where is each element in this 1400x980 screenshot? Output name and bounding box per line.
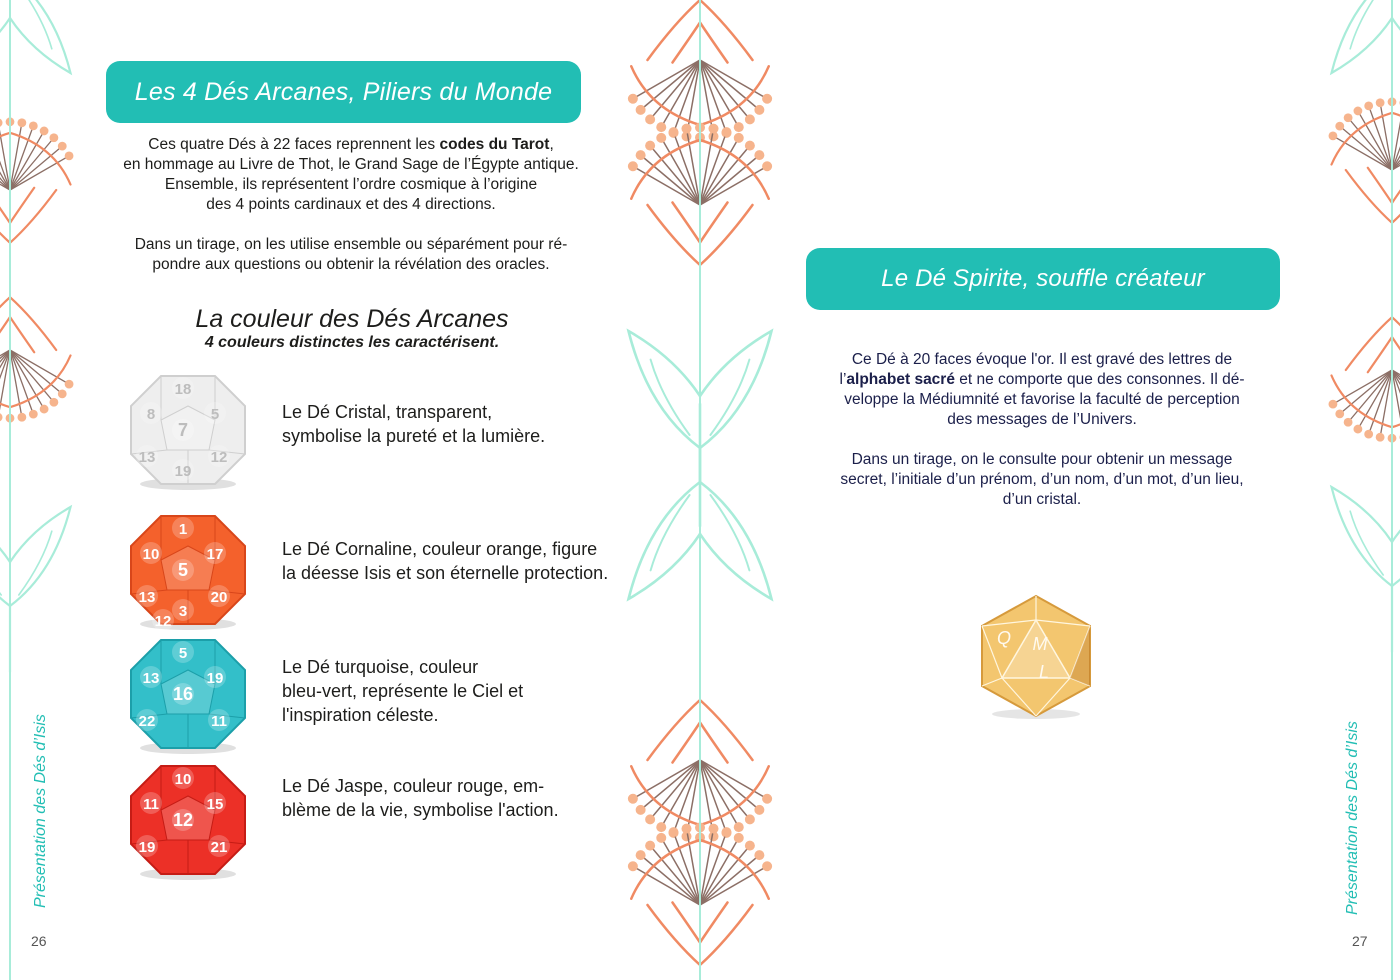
text-run: en hommage au Livre de Thot, le Grand Sage de l’Égypte antique. — [123, 156, 579, 173]
die-face-number: 5 — [210, 406, 220, 423]
die-description — [282, 774, 559, 822]
text-run: Ce Dé à 20 faces évoque l'or. Il est gravé des lettres de — [851, 351, 1233, 368]
text-run: des messages de l’Univers. — [947, 411, 1137, 428]
left-section-title: Les 4 Dés Arcanes, Piliers du Monde — [134, 77, 553, 106]
right-section-title: Le Dé Spirite, souffle créateur — [881, 265, 1205, 292]
die-face-number: 3 — [178, 603, 188, 620]
die-description-line: l'inspiration céleste. — [282, 705, 439, 725]
die-face-number: 18 — [174, 381, 192, 398]
paragraph-line — [812, 430, 1272, 450]
die-description-line: Le Dé turquoise, couleur — [282, 657, 479, 677]
dice-color-subheading — [130, 304, 574, 352]
text-run: l’ — [839, 371, 847, 388]
text-run: , — [549, 136, 554, 153]
arcane-die-image — [123, 368, 253, 493]
die-face-number: 5 — [178, 645, 188, 662]
die-face-number: 16 — [172, 684, 194, 704]
die-face-number: 20 — [210, 589, 228, 606]
text-run: Dans un tirage, on le consulte pour obtenir un message — [851, 451, 1233, 468]
paragraph-line — [96, 195, 606, 215]
die-description — [282, 655, 523, 727]
arcane-die-image — [123, 758, 253, 883]
paragraph-line — [96, 255, 606, 275]
left-section-title-banner — [106, 61, 581, 123]
right-page-number: 27 — [1352, 933, 1368, 949]
spirit-die-image — [966, 592, 1106, 722]
text-run: veloppe la Médiumnité et favorise la faculté de perception — [844, 391, 1240, 408]
arcane-die-image — [123, 508, 253, 633]
die-face-number: 8 — [146, 406, 156, 423]
text-run: secret, l’initiale d’un prénom, d’un nom, d’un mot, d’un lieu, — [840, 471, 1244, 488]
right-intro-paragraph — [812, 350, 1272, 510]
die-face-number: 19 — [206, 670, 224, 687]
die-description-line: la déesse Isis et son éternelle protection. — [282, 563, 609, 583]
die-face-number: 10 — [142, 546, 160, 563]
text-run: Ces quatre Dés à 22 faces reprennent les — [148, 136, 440, 153]
text-run: et ne comporte que des consonnes. Il dé- — [954, 371, 1245, 388]
text-run: des 4 points cardinaux et des 4 directions. — [206, 196, 496, 213]
die-face-number: 5 — [177, 560, 189, 580]
text-run: Dans un tirage, on les utilise ensemble ou séparément pour ré- — [134, 236, 568, 253]
paragraph-line — [812, 410, 1272, 430]
die-description-line: bleu-vert, représente le Ciel et — [282, 681, 524, 701]
die-face-number: 11 — [143, 796, 159, 813]
right-section-title-banner — [806, 248, 1280, 310]
subheading-title: La couleur des Dés Arcanes — [195, 305, 509, 333]
die-face-number: 13 — [138, 449, 156, 466]
die-description-line: Le Dé Jaspe, couleur rouge, em- — [282, 776, 545, 796]
die-face-number: 15 — [206, 796, 224, 813]
die-face-number: 13 — [142, 670, 160, 687]
die-description-line: symbolise la pureté et la lumière. — [282, 426, 546, 446]
die-face-number: 21 — [210, 839, 228, 856]
paragraph-line — [96, 215, 606, 235]
paragraph-line — [96, 135, 606, 155]
bold-term: codes du Tarot — [439, 136, 550, 153]
die-description-line: Le Dé Cristal, transparent, — [282, 402, 493, 422]
die-face-number: 13 — [138, 589, 156, 606]
die-face-number: 22 — [138, 713, 156, 730]
die-face-number: 17 — [206, 546, 224, 563]
arcane-die-image — [123, 632, 253, 757]
left-intro-paragraph — [96, 135, 606, 275]
die-face-number: 12 — [154, 613, 172, 630]
paragraph-line — [812, 490, 1272, 510]
text-run: d’un cristal. — [1002, 491, 1082, 508]
die-face-number: 12 — [210, 449, 228, 466]
die-description — [282, 537, 608, 585]
die-face-number: 19 — [138, 839, 156, 856]
right-running-header: Présentation des Dés d’Isis — [1344, 721, 1361, 915]
paragraph-line — [96, 175, 606, 195]
die-glyph: M — [1032, 634, 1048, 654]
paragraph-line — [812, 350, 1272, 370]
die-glyph: Q — [996, 628, 1012, 648]
left-running-header: Présentation des Dés d’Isis — [32, 714, 49, 908]
text-run: pondre aux questions ou obtenir la révélation des oracles. — [152, 256, 550, 273]
die-description-line: blème de la vie, symbolise l'action. — [282, 800, 559, 820]
paragraph-line — [812, 450, 1272, 470]
text-run: Ensemble, ils représentent l’ordre cosmique à l’origine — [164, 176, 538, 193]
die-face-number: 1 — [178, 521, 188, 538]
left-page-number: 26 — [31, 933, 47, 949]
die-face-number: 10 — [174, 771, 192, 788]
die-glyph: L — [1038, 662, 1050, 682]
die-description — [282, 400, 545, 448]
die-face-number: 11 — [211, 713, 227, 730]
die-face-number: 12 — [172, 810, 194, 830]
subheading-subtitle: 4 couleurs distinctes les caractérisent. — [204, 334, 500, 351]
die-description-line: Le Dé Cornaline, couleur orange, figure — [282, 539, 598, 559]
paragraph-line — [812, 390, 1272, 410]
paragraph-line — [812, 470, 1272, 490]
bold-term: alphabet sacré — [846, 371, 955, 388]
die-face-number: 19 — [174, 463, 192, 480]
paragraph-line — [96, 235, 606, 255]
die-face-number: 7 — [177, 420, 189, 440]
paragraph-line — [812, 370, 1272, 390]
paragraph-line — [96, 155, 606, 175]
